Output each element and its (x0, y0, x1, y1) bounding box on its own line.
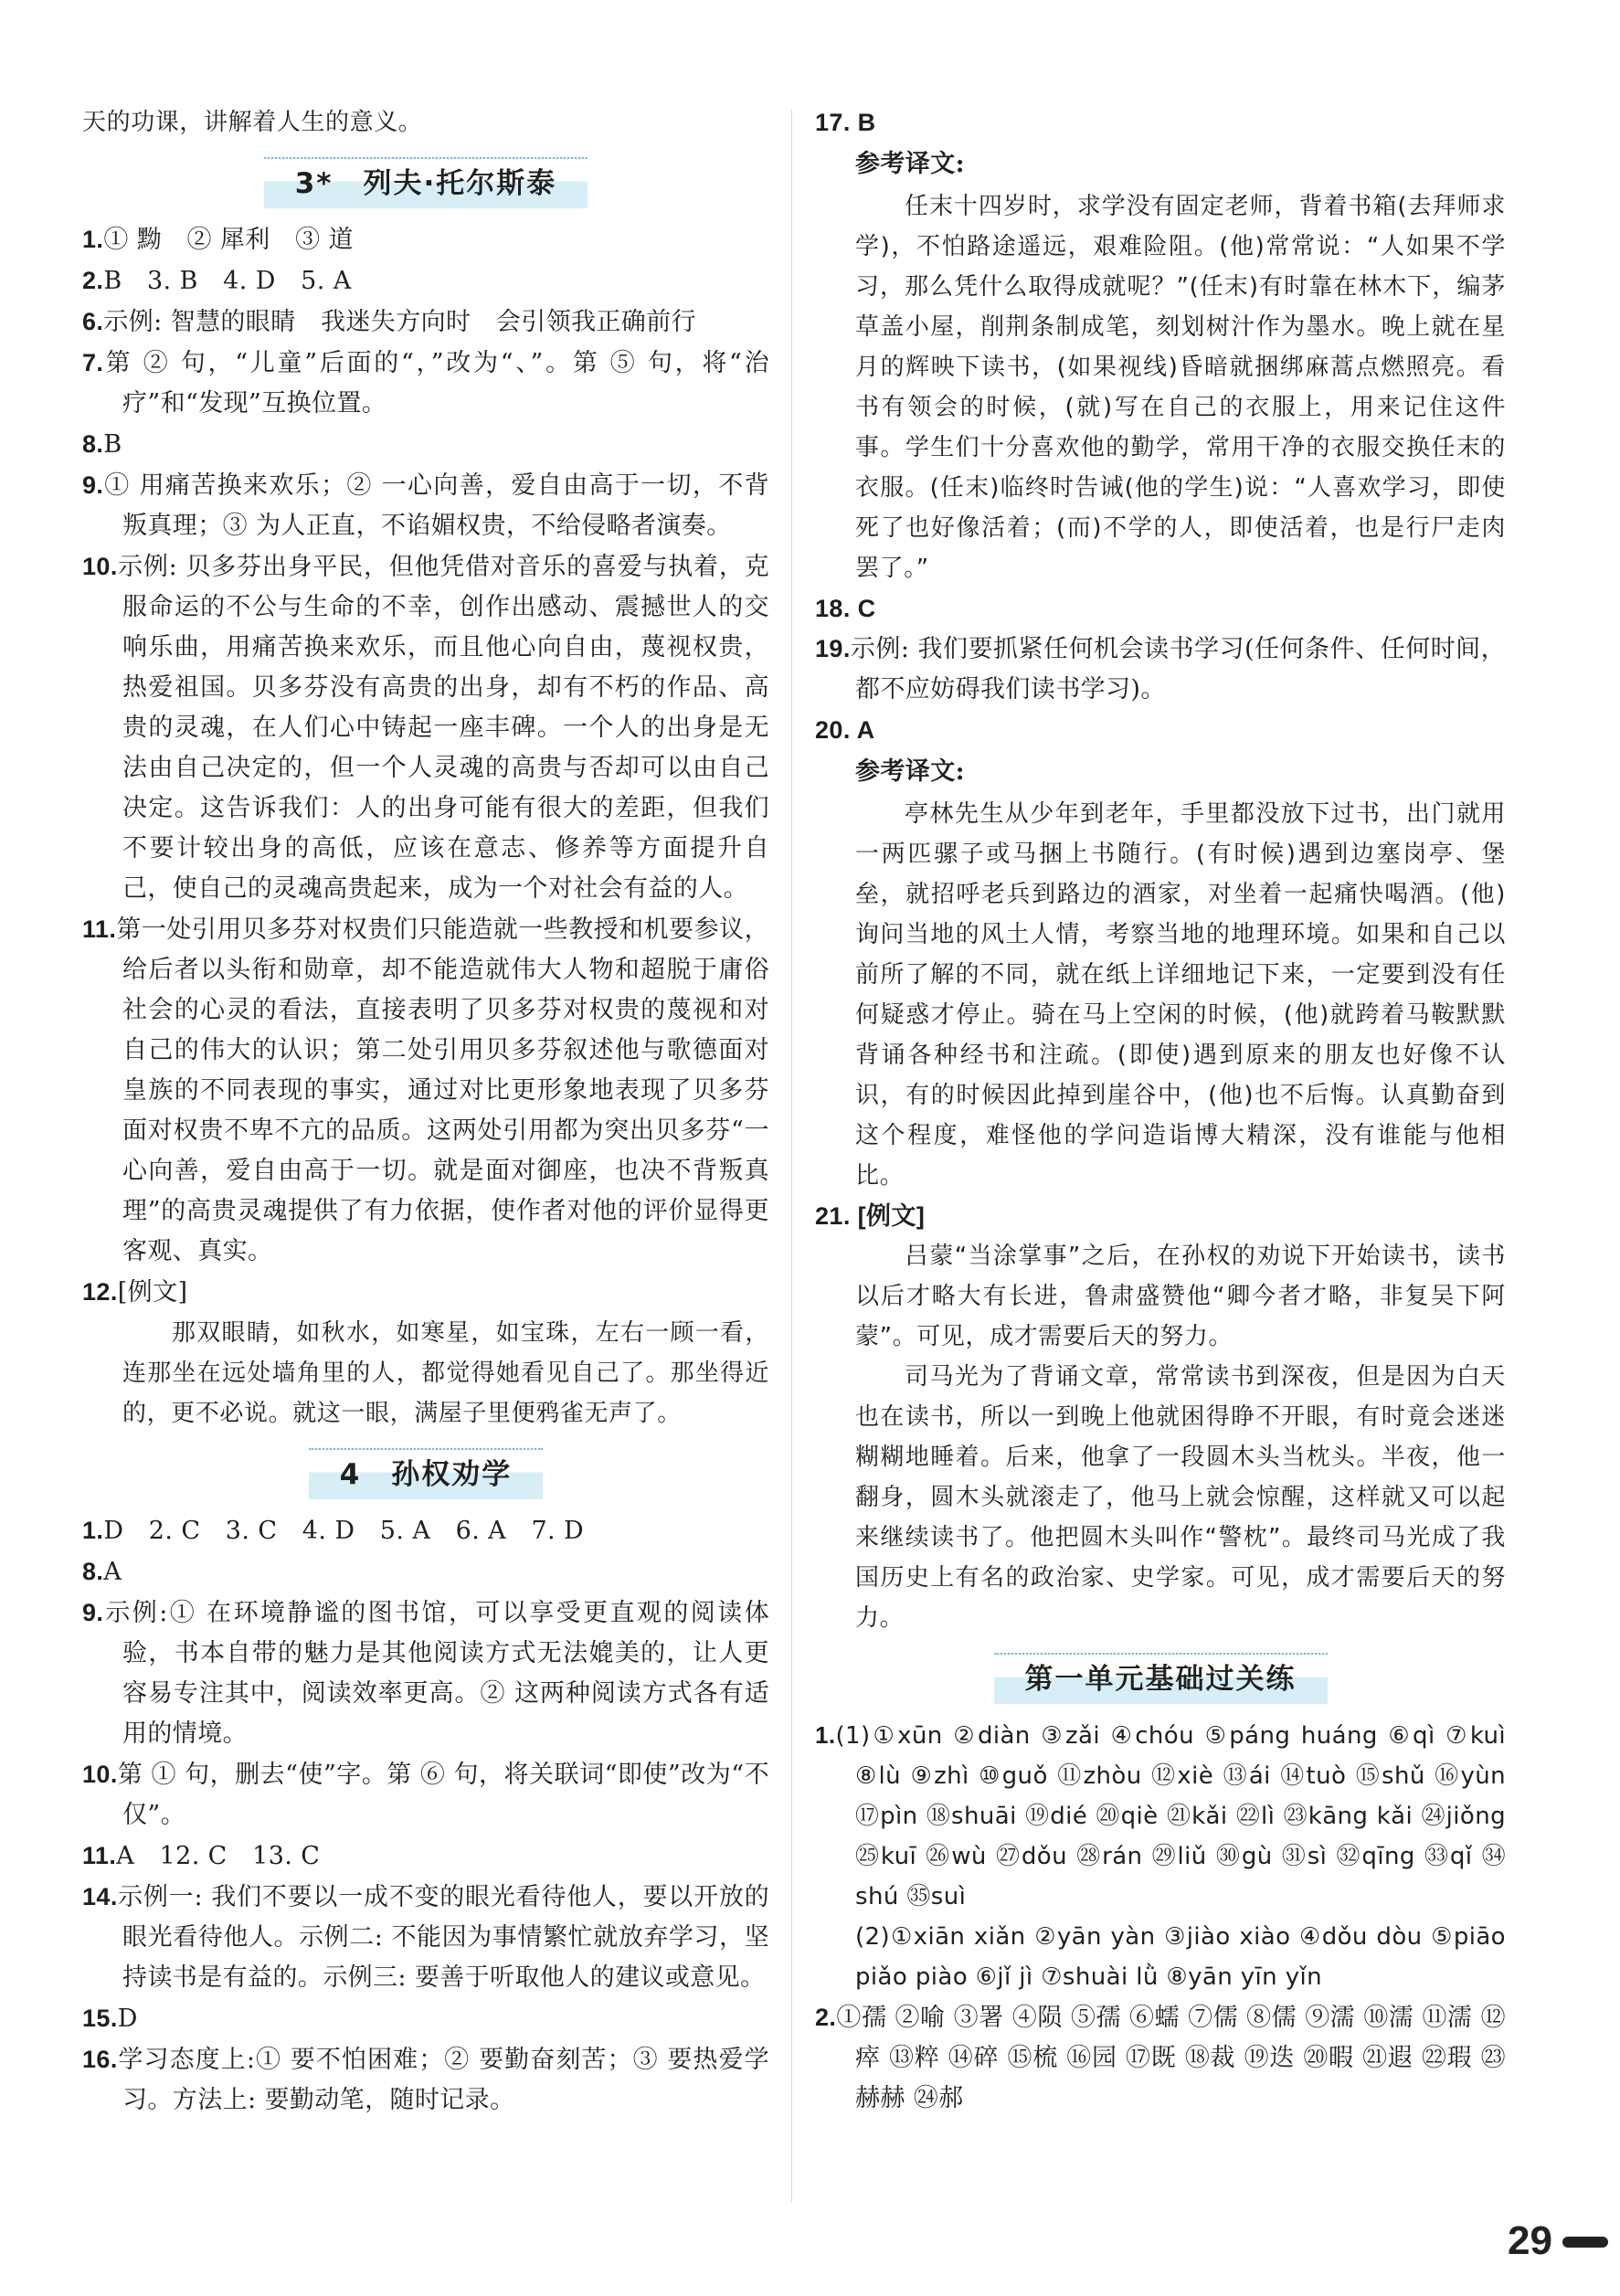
answer-item: 9.示例:① 在环境静谧的图书馆，可以享受更直观的阅读体验，书本自带的魅力是其他阅读方式无法媲美的，让人更容易专注其中，阅读效率更高。② 这两种阅读方式各有适用的情境。 (82, 1599, 769, 1748)
answer-18: 18. C (815, 595, 876, 622)
answer-item: 6.示例: 智慧的眼睛 我迷失方向时 会引领我正确前行 (82, 308, 697, 336)
answer-item: 10.示例: 贝多芬出身平民，但他凭借对音乐的喜爱与执着，克服命运的不公与生命的不幸，创作出感动、震撼世人的交响乐曲，用痛苦换来欢乐，而且他心向自由，蔑视权贵，热爱祖国。贝多芬没有高贵的出身，却有不朽的作品、高贵的灵魂，在人们心中铸起一座丰碑。一个人的出身是无法由自己决定的，但一个人灵魂的高贵与否却可以由自己决定。这告诉我们：人的出身可能有很大的差距，但我们不要计较出身的高低，应该在意志、修养等方面提升自己，使自己的灵魂高贵起来，成为一个对社会有益的人。 (82, 553, 769, 903)
unit-heading-wrap (815, 1653, 1506, 1704)
answer-item: 15.D (82, 2005, 138, 2033)
answer-19: 19.示例: 我们要抓紧任何机会读书学习(任何条件、任何时间，都不应妨碍我们读书学习)。 (815, 635, 1506, 704)
answer-item: 14.示例一: 我们不要以一成不变的眼光看待他人，要以开放的眼光看待他人。示例二: 不能因为事情繁忙就放弃学习，坚持读书是有益的。示例三: 要善于听取他人的建议或意见。 (82, 1883, 769, 1992)
page-number: 29 (1508, 2218, 1552, 2263)
page-number-bar (1562, 2237, 1608, 2248)
pinyin-answers-2: (2)①xiān xiǎn ②yān yàn ③jiào xiào ④dǒu dòu ⑤piāo piǎo piào ⑥jǐ jì ⑦shuài lǜ ⑧yān yīn yǐn (855, 1923, 1506, 1991)
left-column (82, 102, 769, 2121)
answer-item: 2.B 3. B 4. D 5. A (82, 267, 352, 295)
column-divider (791, 110, 792, 2202)
answer-item: 11.第一处引用贝多芬对权贵们只能造就一些教授和机要参议，给后者以头衔和勋章，却不能造就伟大人物和超脱于庸俗社会的心灵的看法，直接表明了贝多芬对权贵的蔑视和对自己的伟大的认识；第二处引用贝多芬叙述他与歌德面对皇族的不同表现的事实，通过对比更形象地表现了贝多芬面对权贵不卑不亢的品质。这两处引用都为突出贝多芬“一心向善，爱自由高于一切。就是面对御座，也决不背叛真理”的高贵灵魂提供了有力依据，使作者对他的评价显得更客观、真实。 (82, 915, 769, 1265)
answer-item: 1.D 2. C 3. C 4. D 5. A 6. A 7. D (82, 1517, 585, 1545)
unit-title: 第一单元基础过关练 (994, 1653, 1328, 1704)
section-3-title: 3* 列夫·托尔斯泰 (264, 157, 588, 208)
reference-translation-label: 参考译文: (855, 150, 965, 178)
answer-item: 9.① 用痛苦换来欢乐；② 一心向善，爱自由高于一切，不背叛真理；③ 为人正直，不谄媚权贵，不给侵略者演奏。 (82, 471, 769, 540)
translation-20: 亭林先生从少年到老年，手里都没放下过书，出门就用一两匹骡子或马捆上书随行。(有时候)遇到边塞岗亭、堡垒，就招呼老兵到路边的酒家，对坐着一起痛快喝酒。(他)询问当地的风土人情，考察当地的地理环境。如果和自己以前所了解的不同，就在纸上详细地记下来，一定要到没有任何疑惑才停止。骑在马上空闲的时候，(他)就跨着马鞍默默背诵各种经书和注疏。(即使)遇到原来的朋友也好像不认识，有的时候因此掉到崖谷中，(他)也不后悔。认真勤奋到这个程度，难怪他的学问造诣博大精深，没有谁能与他相比。 (855, 800, 1506, 1190)
answer-item: 8.B (82, 430, 122, 459)
essay-21-paragraph-1: 吕蒙“当涂掌事”之后，在孙权的劝说下开始读书，读书以后才略大有长进，鲁肃盛赞他“卿今者才略，非复吴下阿蒙”。可见，成才需要后天的努力。 (855, 1243, 1506, 1350)
section-4-heading-wrap (82, 1448, 769, 1499)
essay-text: 那双眼睛，如秋水，如寒星，如宝珠，左右一顾一看，连那坐在远处墙角里的人，都觉得她看见自己了。那坐得近的，更不必说。就这一眼，满屋子里便鸦雀无声了。 (122, 1319, 769, 1427)
answer-item: 8.A (82, 1558, 122, 1586)
answer-item: 10.第 ① 句，删去“使”字。第 ⑥ 句，将关联词“即使”改为“不仅”。 (82, 1761, 769, 1829)
answer-item: 16.学习态度上:① 要不怕困难；② 要勤奋刻苦；③ 要热爱学习。方法上: 要勤动笔，随时记录。 (82, 2046, 769, 2114)
answer-20: 20. A (815, 716, 875, 744)
character-answers: 2.①孺 ②喻 ③署 ④陨 ⑤孺 ⑥蠕 ⑦儒 ⑧儒 ⑨濡 ⑩濡 ⑪濡 ⑫瘁 ⑬粹 ⑭碎 ⑮梳 ⑯园 ⑰既 ⑱裁 ⑲迭 ⑳暇 ㉑遐 ㉒瑕 ㉓赫赫 ㉔郝 (815, 2004, 1506, 2112)
answer-item: 11.A 12. C 13. C (82, 1842, 321, 1870)
answer-item: 7.第 ② 句，“儿童”后面的“，”改为“、”。第 ⑤ 句，将“治疗”和“发现”互换位置。 (82, 349, 769, 418)
section-4-title: 4 孙权劝学 (309, 1448, 544, 1499)
translation-17: 任末十四岁时，求学没有固定老师，背着书箱(去拜师求学)，不怕路途遥远，艰难险阻。(他)常常说：“人如果不学习，那么凭什么取得成就呢？”(任末)有时靠在林木下，编茅草盖小屋，削荆条制成笔，刻划树汁作为墨水。晚上就在星月的辉映下读书，(如果视线)昏暗就捆绑麻蒿点燃照亮。看书有领会的时候，(就)写在自己的衣服上，用来记住这件事。学生们十分喜欢他的勤学，常用干净的衣服交换任末的衣服。(任末)临终时告诫(他的学生)说：“人喜欢学习，即使死了也好像活着；(而)不学的人，即使活着，也是行尸走肉罢了。” (855, 193, 1506, 582)
essay-21-paragraph-2: 司马光为了背诵文章，常常读书到深夜，但是因为白天也在读书，所以一到晚上他就困得睁不开眼，有时竟会迷迷糊糊地睡着。后来，他拿了一段圆木头当枕头。半夜，他一翻身，圆木头就滚走了，他马上就会惊醒，这样就又可以起来继续读书了。他把圆木头叫作“警枕”。最终司马光成了我国历史上有名的政治家、史学家。可见，成才需要后天的努力。 (855, 1363, 1506, 1632)
answer-item: 1.① 黝 ② 犀利 ③ 道 (82, 226, 354, 254)
answer-21: 21. [例文] (815, 1202, 926, 1230)
reference-translation-label: 参考译文: (855, 757, 965, 786)
section-3-heading-wrap (82, 157, 769, 208)
answer-item: 12.[例文] (82, 1278, 188, 1307)
answer-17: 17. B (815, 109, 876, 136)
pinyin-answers-1: 1.(1)①xūn ②diàn ③zǎi ④chóu ⑤páng huáng ⑥qì ⑦kuì ⑧lù ⑨zhì ⑩guǒ ⑪zhòu ⑫xiè ⑬ái ⑭tuò ⑮shǔ ⑯yùn ⑰pìn ⑱shuāi ⑲dié ⑳qiè ㉑kǎi ㉒lì ㉓kāng kǎi ㉔jiǒng ㉕kuī ㉖wù ㉗dǒu ㉘rán ㉙liǔ ㉚gù ㉛sì ㉜qīng ㉝qǐ ㉞shú ㉟suì (815, 1721, 1506, 1910)
intro-text: 天的功课，讲解着人生的意义。 (82, 109, 423, 136)
right-column (815, 102, 1506, 2119)
